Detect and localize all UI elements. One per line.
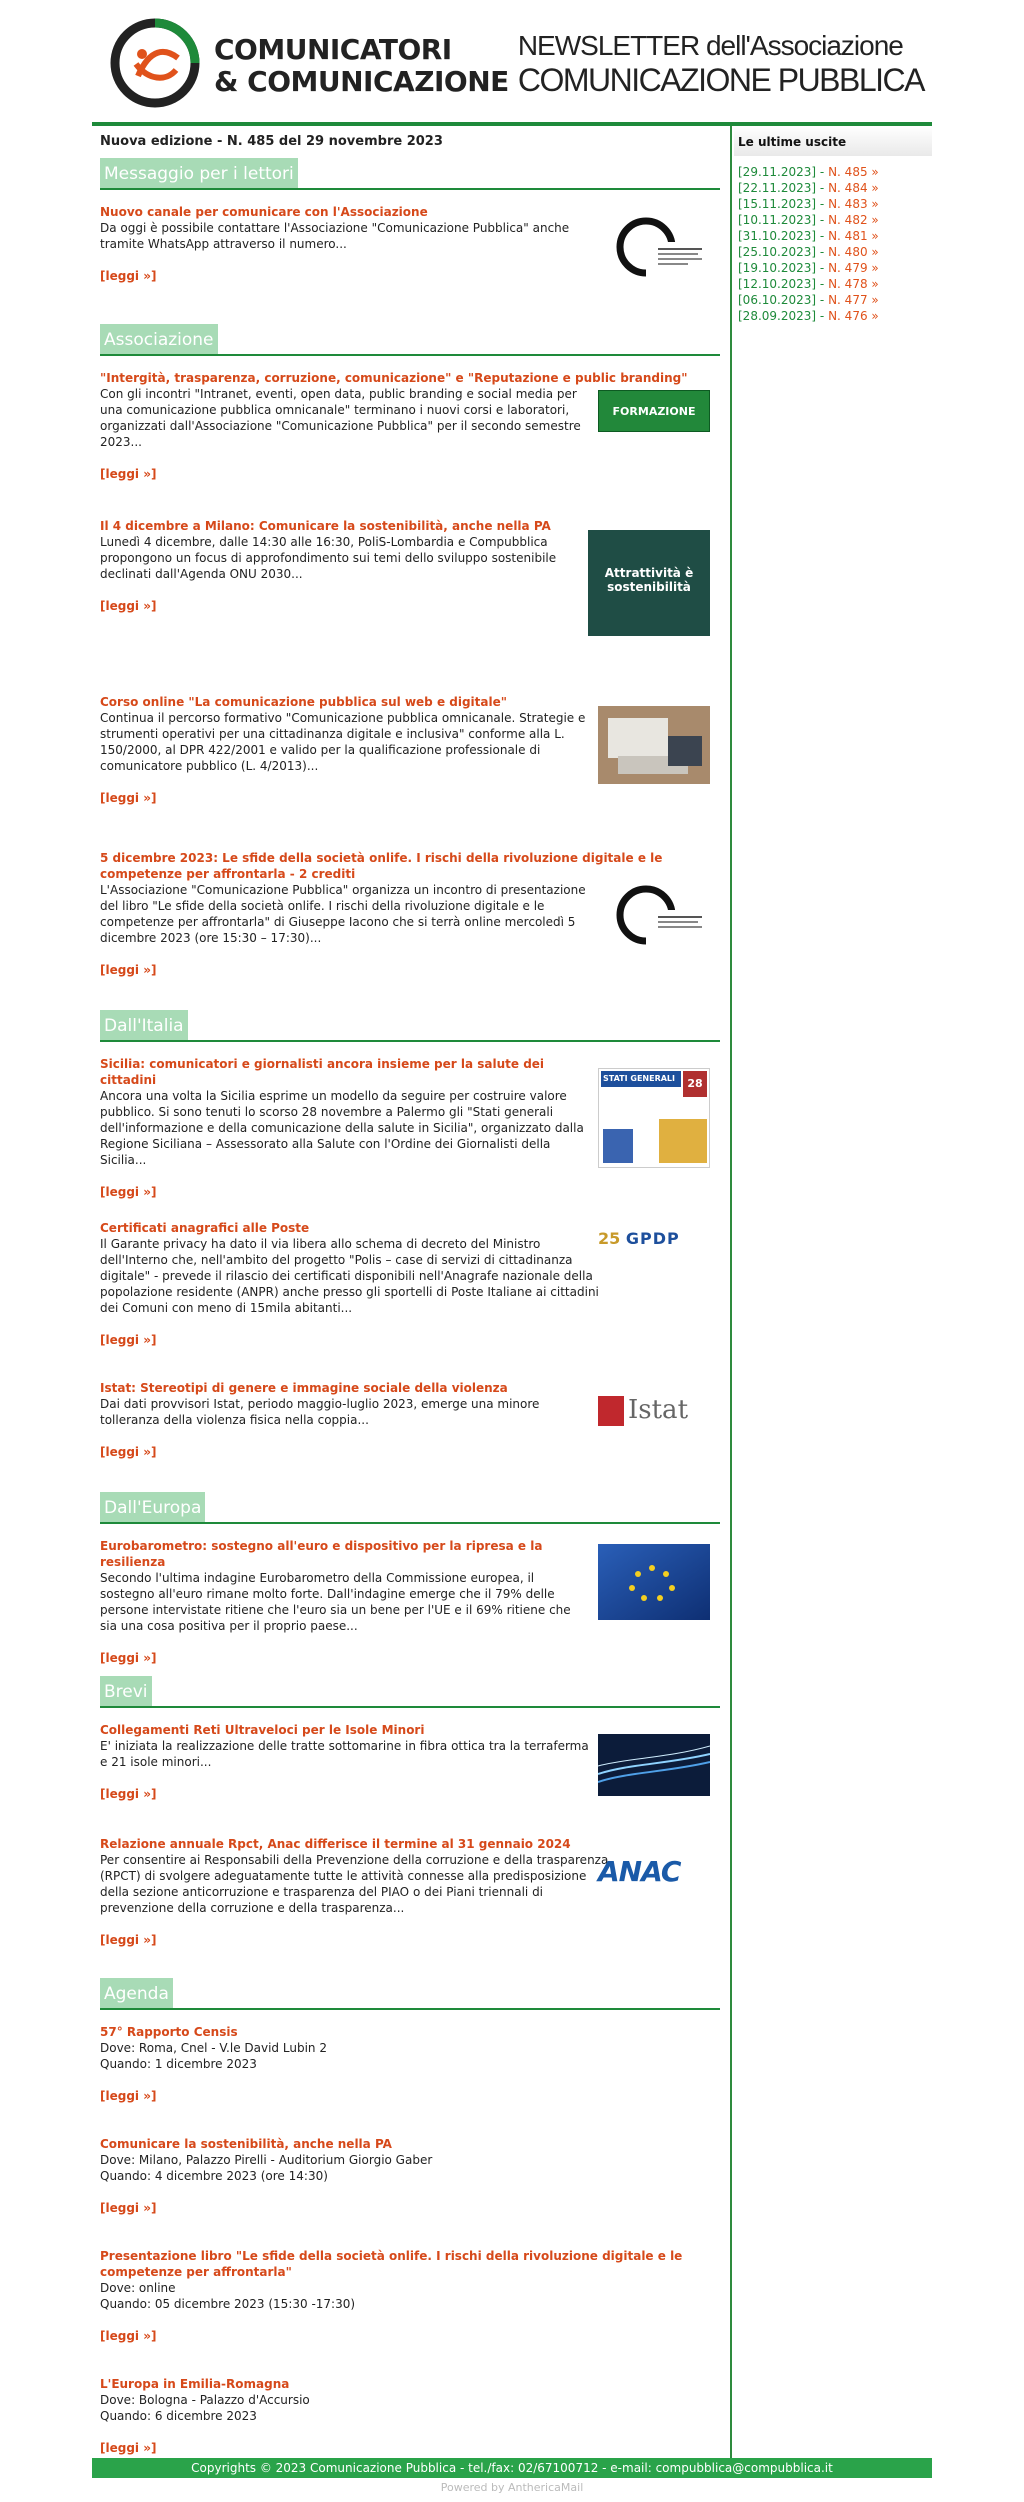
article-summary: Ancora una volta la Sicilia esprime un modello da seguire per costruire valore pubblico. Si sono tenuti lo scorso 28 novembre a Palermo gli "Stati generali dell'informazione e della comunicazione della salute in Sicilia", organizzato dalla Regione Siciliana – Assessorato alla Salute con l'Ordine dei Giornalisti della Sicilia...: [100, 1089, 584, 1167]
issue-separator: -: [819, 197, 825, 211]
read-more-link[interactable]: [leggi »]: [100, 2329, 157, 2343]
sidebar: [734, 126, 932, 324]
newsletter-line-2: COMUNICAZIONE PUBBLICA: [517, 62, 924, 98]
read-more-link[interactable]: [leggi »]: [100, 1787, 157, 1801]
issue-link[interactable]: [738, 196, 928, 212]
issue-date: [15.11.2023]: [738, 197, 817, 211]
issue-date: [19.10.2023]: [738, 261, 817, 275]
association-logo-icon: [614, 880, 710, 950]
issue-link[interactable]: [738, 260, 928, 276]
read-more-link[interactable]: [leggi »]: [100, 2441, 157, 2455]
issue-number[interactable]: N. 477 »: [828, 293, 879, 307]
article-title-link[interactable]: 5 dicembre 2023: Le sfide della società onlife. I rischi della rivoluzione digitale e le competenze per affrontarla - 2 crediti: [100, 851, 663, 881]
agenda-list: [100, 2024, 720, 2456]
article-title-link[interactable]: "Intergità, trasparenza, corruzione, comunicazione" e "Reputazione e public branding": [100, 371, 688, 385]
read-more-link[interactable]: [leggi »]: [100, 963, 157, 977]
article-item: [100, 1056, 720, 1199]
section-tab: Agenda: [100, 1978, 173, 2010]
section-rule: [100, 2008, 720, 2010]
article-item: [100, 518, 720, 664]
read-more-link[interactable]: [leggi »]: [100, 599, 157, 613]
brand-line-1: COMUNICATORI: [214, 33, 452, 66]
article-summary: Il Garante privacy ha dato il via libera allo schema di decreto del Ministro dell'Interno che, nell'ambito del progetto "Polis – case di servizi di cittadinanza digitale" - prevede il rilascio dei certificati disponibili nell'Anagrafe nazionale della popolazione residente (ANPR) anche presso gli sportelli di Poste Italiane ai cittadini dei Comuni con meno di 15mila abitanti...: [100, 1237, 599, 1315]
brand-name: [214, 34, 509, 98]
section-tab: Dall'Europa: [100, 1492, 205, 1524]
edition-title: Nuova edizione - N. 485 del 29 novembre 2023: [100, 134, 443, 149]
article-title-link[interactable]: Il 4 dicembre a Milano: Comunicare la sostenibilità, anche nella PA: [100, 519, 551, 533]
issue-number[interactable]: N. 478 »: [828, 277, 879, 291]
issue-date: [06.10.2023]: [738, 293, 817, 307]
issue-number[interactable]: N. 483 »: [828, 197, 879, 211]
issue-separator: -: [819, 293, 825, 307]
gpdp-logo-number: 25: [598, 1229, 621, 1248]
read-more-link[interactable]: [leggi »]: [100, 1933, 157, 1947]
section-associazione: [100, 324, 720, 356]
read-more-link[interactable]: [leggi »]: [100, 1651, 157, 1665]
read-more-link[interactable]: [leggi »]: [100, 1333, 157, 1347]
agenda-where: Dove: online: [100, 2281, 176, 2295]
brand-line-2: & COMUNICAZIONE: [214, 65, 509, 98]
article-title-link[interactable]: Sicilia: comunicatori e giornalisti ancora insieme per la salute dei cittadini: [100, 1057, 545, 1087]
issue-date: [28.09.2023]: [738, 309, 817, 323]
newsletter-title: [518, 30, 924, 98]
issue-date: [29.11.2023]: [738, 165, 817, 179]
agenda-title-link[interactable]: L'Europa in Emilia-Romagna: [100, 2377, 290, 2391]
issue-number[interactable]: N. 479 »: [828, 261, 879, 275]
issue-separator: -: [819, 261, 825, 275]
main-column: [100, 134, 720, 2488]
read-more-link[interactable]: [leggi »]: [100, 2201, 157, 2215]
formazione-badge: [598, 390, 710, 432]
article-summary: Lunedì 4 dicembre, dalle 14:30 alle 16:30, PoliS-Lombardia e Compubblica propongono un focus di approfondimento sui temi dello sviluppo sostenibile declinati dall'Agenda ONU 2030...: [100, 535, 557, 581]
poster-text: Attrattività è sostenibilità: [604, 566, 694, 594]
issue-link[interactable]: [738, 228, 928, 244]
article-item: [100, 850, 720, 980]
section-agenda: [100, 1978, 720, 2010]
issue-separator: -: [819, 165, 825, 179]
article-summary: Secondo l'ultima indagine Eurobarometro della Commissione europea, il sostegno all'euro rimane molto forte. Dall'indagine emerge che il 79% delle persone intervistate ritiene che l'euro sia un bene per l'UE e il 69% ritiene che sia una cosa positiva per il proprio paese...: [100, 1571, 571, 1633]
read-more-link[interactable]: [leggi »]: [100, 2089, 157, 2103]
article-summary: Per consentire ai Responsabili della Prevenzione della corruzione e della trasparenza (RPCT) di svolgere adeguatamente tutte le attività connesse alla predisposizione della sezione anticorruzione e trasparenza del PIAO o dei Piani triennali di prevenzione della corruzione e della trasparenza...: [100, 1853, 609, 1915]
issue-separator: -: [819, 213, 825, 227]
anac-logo: ANAC: [598, 1855, 681, 1888]
issue-number[interactable]: N. 480 »: [828, 245, 879, 259]
section-rule: [100, 1522, 720, 1524]
section-brevi: [100, 1676, 720, 1708]
article-summary: L'Associazione "Comunicazione Pubblica" organizza un incontro di presentazione del libro "Le sfide della società onlife. I rischi della rivoluzione digitale e le competenze per affrontarla" di Giuseppe Iacono che si terrà online mercoledì 5 dicembre 2023 (ore 15:30 – 17:30)...: [100, 883, 586, 945]
issue-date: [12.10.2023]: [738, 277, 817, 291]
agenda-item: [100, 2024, 720, 2104]
agenda-when: Quando: 1 dicembre 2023: [100, 2057, 257, 2071]
issue-number[interactable]: N. 482 »: [828, 213, 879, 227]
article-item: [100, 1538, 720, 1665]
association-logo-icon: [614, 212, 710, 282]
issue-link[interactable]: [738, 292, 928, 308]
article-item: [100, 370, 720, 488]
poster-date: 28: [683, 1071, 707, 1097]
section-rule: [100, 354, 720, 356]
agenda-where: Dove: Roma, Cnel - V.le David Lubin 2: [100, 2041, 327, 2055]
issue-number[interactable]: N. 481 »: [828, 229, 879, 243]
article-item: [100, 1836, 720, 1948]
agenda-where: Dove: Milano, Palazzo Pirelli - Auditorium Giorgio Gaber: [100, 2153, 433, 2167]
section-tab: Brevi: [100, 1676, 152, 1708]
article-title-link[interactable]: Corso online "La comunicazione pubblica sul web e digitale": [100, 695, 508, 709]
agenda-when: Quando: 4 dicembre 2023 (ore 14:30): [100, 2169, 328, 2183]
badge-label: FORMAZIONE: [612, 405, 696, 418]
agenda-title-link[interactable]: 57° Rapporto Censis: [100, 2025, 238, 2039]
agenda-item: [100, 2248, 720, 2344]
article-item: [100, 1220, 720, 1350]
powered-by: Powered by AnthericaMail: [440, 2481, 584, 2494]
article-title-link[interactable]: Nuovo canale per comunicare con l'Associazione: [100, 205, 428, 219]
issue-separator: -: [819, 245, 825, 259]
section-tab: Messaggio per i lettori: [100, 158, 298, 190]
issue-separator: -: [819, 181, 825, 195]
article-item: [100, 204, 720, 294]
article-summary: Con gli incontri "Intranet, eventi, open data, public branding e social media per una comunicazione pubblica omnicanale" terminano i nuovi corsi e laboratori, organizzati dall'Associazione "Comunicazione Pubblica" per il secondo semestre 2023...: [100, 387, 581, 449]
section-europa: [100, 1492, 720, 1524]
article-title-link[interactable]: Relazione annuale Rpct, Anac differisce il termine al 31 gennaio 2024: [100, 1837, 571, 1851]
issue-link[interactable]: [738, 308, 928, 324]
newsletter-line-1: NEWSLETTER dell'Associazione: [517, 30, 903, 61]
issue-separator: -: [819, 229, 825, 243]
read-more-link[interactable]: [leggi »]: [100, 791, 157, 805]
article-title-link[interactable]: Collegamenti Reti Ultraveloci per le Isole Minori: [100, 1723, 425, 1737]
issue-date: [25.10.2023]: [738, 245, 817, 259]
article-summary: Continua il percorso formativo "Comunicazione pubblica omnicanale. Strategie e strumenti operativi per una cittadinanza digitale e inclusiva" conforme alla L. 150/2000, al DPR 422/2001 e valido per la qualificazione professionale di comunicatore pubblico (L. 4/2013)...: [100, 711, 586, 773]
agenda-item: [100, 2376, 720, 2456]
column-divider: [730, 126, 732, 2458]
article-item: [100, 694, 720, 820]
agenda-title-link[interactable]: Comunicare la sostenibilità, anche nella PA: [100, 2137, 392, 2151]
issue-link[interactable]: [738, 164, 928, 180]
article-title-link[interactable]: Istat: Stereotipi di genere e immagine sociale della violenza: [100, 1381, 508, 1395]
poster-text: STATI GENERALI: [601, 1071, 681, 1087]
istat-logo: [598, 1392, 710, 1428]
agenda-when: Quando: 6 dicembre 2023: [100, 2409, 257, 2423]
istat-logo-text: Istat: [628, 1395, 689, 1425]
fiber-optic-image: [598, 1734, 710, 1796]
issue-number[interactable]: N. 485 »: [828, 165, 879, 179]
article-summary: Dai dati provvisori Istat, periodo maggio-luglio 2023, emerge una minore tolleranza della violenza fisica nella coppia...: [100, 1397, 540, 1427]
gpdp-logo: [598, 1226, 710, 1252]
stati-generali-poster-image: [598, 1068, 710, 1168]
issue-link[interactable]: [738, 244, 928, 260]
issue-number[interactable]: N. 484 »: [828, 181, 879, 195]
issue-link[interactable]: [738, 276, 928, 292]
section-tab: Dall'Italia: [100, 1010, 188, 1042]
logo-mark-icon: [110, 18, 200, 108]
issues-list: [734, 156, 932, 324]
issue-date: [31.10.2023]: [738, 229, 817, 243]
read-more-link[interactable]: [leggi »]: [100, 467, 157, 481]
issue-separator: -: [819, 309, 825, 323]
agenda-title-link[interactable]: Presentazione libro "Le sfide della società onlife. I rischi della rivoluzione digitale e le competenze per affrontarla": [100, 2249, 683, 2279]
agenda-when: Quando: 05 dicembre 2023 (15:30 -17:30): [100, 2297, 356, 2311]
issue-link[interactable]: [738, 212, 928, 228]
section-rule: [100, 1040, 720, 1042]
read-more-link[interactable]: [leggi »]: [100, 1445, 157, 1459]
read-more-link[interactable]: [leggi »]: [100, 1185, 157, 1199]
gpdp-logo-text: GPDP: [625, 1229, 680, 1248]
section-italia: [100, 1010, 720, 1042]
article-item: [100, 1722, 720, 1806]
section-tab: Associazione: [100, 324, 218, 356]
footer: Copyrights © 2023 Comunicazione Pubblica - tel./fax: 02/67100712 - e-mail: compubblica@compubblica.it: [92, 2458, 932, 2478]
agenda-item: [100, 2136, 720, 2216]
read-more-link[interactable]: [leggi »]: [100, 269, 157, 283]
issue-separator: -: [819, 277, 825, 291]
issue-date: [10.11.2023]: [738, 213, 817, 227]
article-item: [100, 1380, 720, 1462]
article-title-link[interactable]: Eurobarometro: sostegno all'euro e dispositivo per la ripresa e la resilienza: [100, 1539, 543, 1569]
eu-flag-image: [598, 1544, 710, 1620]
section-rule: [100, 188, 720, 190]
laptop-photo-image: [598, 706, 710, 784]
event-poster-image: [588, 530, 710, 652]
issue-number[interactable]: N. 476 »: [828, 309, 879, 323]
section-lettori: [100, 158, 720, 190]
article-summary: Da oggi è possibile contattare l'Associazione "Comunicazione Pubblica" anche tramite WhatsApp attraverso il numero...: [100, 221, 570, 251]
article-summary: E' iniziata la realizzazione delle tratte sottomarine in fibra ottica tra la terraferma e 21 isole minori...: [100, 1739, 589, 1769]
sidebar-title: Le ultime uscite: [734, 126, 932, 156]
section-rule: [100, 1706, 720, 1708]
issue-date: [22.11.2023]: [738, 181, 817, 195]
issue-link[interactable]: [738, 180, 928, 196]
header: [92, 0, 932, 124]
article-title-link[interactable]: Certificati anagrafici alle Poste: [100, 1221, 310, 1235]
agenda-where: Dove: Bologna - Palazzo d'Accursio: [100, 2393, 310, 2407]
